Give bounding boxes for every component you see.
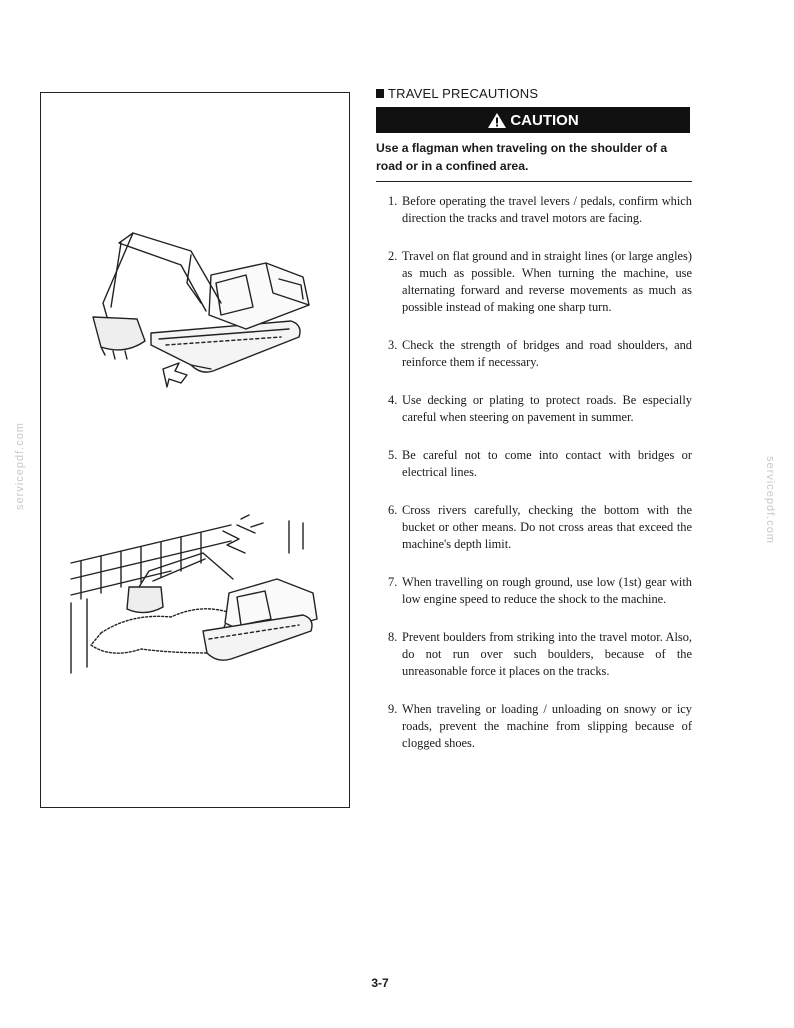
instruction-number: 4. <box>388 393 398 407</box>
instruction-text: When traveling or loading / unloading on snowy or icy roads, prevent the machine from slipping because of clogged shoes. <box>402 702 692 750</box>
instruction-number: 2. <box>388 249 398 263</box>
instruction-number: 8. <box>388 630 398 644</box>
instruction-item <box>388 248 692 316</box>
instruction-item <box>388 193 692 227</box>
instruction-item <box>388 701 692 752</box>
instruction-item <box>388 502 692 553</box>
instruction-number: 6. <box>388 503 398 517</box>
instruction-item <box>388 574 692 608</box>
instruction-text: When travelling on rough ground, use low (1st) gear with low engine speed to reduce the shock to the machine. <box>402 575 692 606</box>
square-bullet-icon <box>376 89 384 98</box>
instruction-item <box>388 392 692 426</box>
instruction-item <box>388 629 692 680</box>
warning-triangle-icon <box>487 112 507 129</box>
instruction-list <box>388 193 692 752</box>
instruction-number: 5. <box>388 448 398 462</box>
instruction-text: Prevent boulders from striking into the travel motor. Also, do not run over such boulders, because of the unreasonable force it places on the tracks. <box>402 630 692 678</box>
instruction-number: 9. <box>388 702 398 716</box>
instruction-text: Be careful not to come into contact with bridges or electrical lines. <box>402 448 692 479</box>
instruction-text: Cross rivers carefully, checking the bottom with the bucket or other means. Do not cross areas that exceed the machine's depth limit. <box>402 503 692 551</box>
excavator-travel-illustration <box>41 93 349 807</box>
caution-banner <box>376 107 690 133</box>
caution-text: Use a flagman when traveling on the shoulder of a road or in a confined area. <box>376 139 692 182</box>
instruction-number: 7. <box>388 575 398 589</box>
instruction-text: Travel on flat ground and in straight lines (or large angles) as much as possible. When turning the machine, use alternating forward and reverse movements as much as possible instead of making one sharp turn. <box>402 249 692 314</box>
page-number: 3-7 <box>371 976 389 990</box>
caution-label: CAUTION <box>510 111 579 129</box>
illustration-frame <box>40 92 350 808</box>
watermark-right: servicepdf.com <box>764 456 776 544</box>
section-title-text: TRAVEL PRECAUTIONS <box>388 86 539 101</box>
watermark-left: servicepdf.com <box>14 422 26 510</box>
instruction-number: 3. <box>388 338 398 352</box>
instruction-text: Before operating the travel levers / pedals, confirm which direction the tracks and travel motors are facing. <box>402 194 692 225</box>
instruction-item <box>388 447 692 481</box>
instruction-number: 1. <box>388 194 398 208</box>
instruction-text: Check the strength of bridges and road shoulders, and reinforce them if necessary. <box>402 338 692 369</box>
instruction-item <box>388 337 692 371</box>
section-title <box>376 86 538 101</box>
instruction-text: Use decking or plating to protect roads. Be especially careful when steering on pavement in summer. <box>402 393 692 424</box>
